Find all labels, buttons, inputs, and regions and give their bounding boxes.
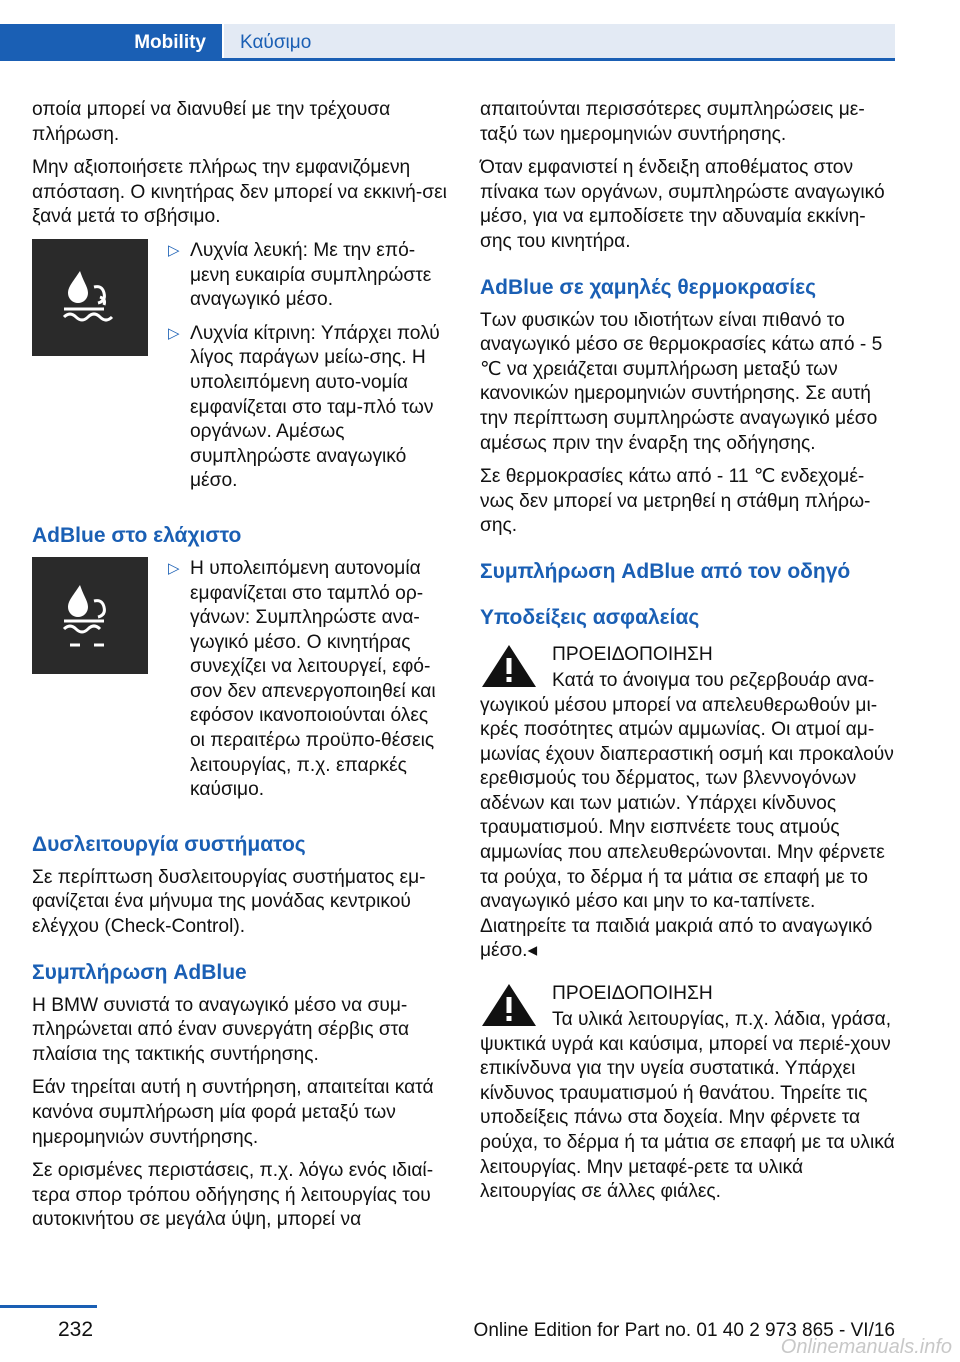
list-item-text: Λυχνία λευκή: Με την επό-μενη ευκαιρία συμπληρώστε αναγωγικό μέσο.	[190, 239, 432, 311]
list-item	[168, 557, 447, 803]
paragraph: Η BMW συνιστά το αναγωγικό μέσο να συμ-πληρώνεται από έναν συνεργάτη σέρβις στα πλαίσια της τακτικής συντήρησης.	[32, 994, 410, 1065]
list-item	[168, 322, 447, 494]
indicator-block	[32, 239, 447, 503]
list-item	[168, 239, 447, 313]
triangle-bullet-icon: ▷	[168, 241, 180, 259]
paragraph: οποία μπορεί να διανυθεί με την τρέχουσα πλήρωση.	[32, 99, 391, 145]
section-subheading: Υποδείξεις ασφαλείας	[480, 605, 700, 629]
warning-label: ΠΡΟΕΙΔΟΠΟΙΗΣΗ	[552, 643, 713, 665]
section-heading: Δυσλειτουργία συστήματος	[32, 832, 306, 856]
section-heading: Συμπλήρωση AdBlue	[32, 960, 247, 984]
paragraph: Εάν τηρείται αυτή η συντήρηση, απαιτείται κατά κανόνα συμπλήρωση μία φορά μεταξύ των ημερομηνιών συντήρησης.	[32, 1077, 434, 1148]
paragraph: απαιτούνται περισσότερες συμπληρώσεις με-ταξύ των ημερομηνιών συντήρησης.	[480, 99, 865, 145]
section-heading: Συμπλήρωση AdBlue από τον οδηγό	[480, 559, 851, 583]
warning-text: Τα υλικά λειτουργίας, π.χ. λάδια, γράσα, ψυκτικά υγρά και καύσιμα, μπορεί να περιέ-χουν επικίνδυνα για την υγεία συστατικά. Υπάρχει κίνδυνος τραυματισμού ή θανάτου. Τηρείτε τις υποδείξεις πάνω στα δοχεία. Μην φέρνετε τα ρούχα, το δέρμα ή τα μάτια σε επαφή με τα υλικά λειτουργίας. Μην μεταφέ-ρετε τα υλικά λειτουργίας σε άλλες φιάλες.	[480, 1009, 895, 1203]
paragraph: Όταν εμφανιστεί η ένδειξη αποθέματος στον πίνακα των οργάνων, συμπληρώστε αναγωγικό μέσο, για να εμποδίσετε την αδυναμία εκκίνη-σης του κινητήρα.	[480, 157, 885, 252]
list-item-text: Λυχνία κίτρινη: Υπάρχει πολύ λίγος παράγων μείω-σης. Η υπολειπόμενη αυτο-νομία εμφανίζεται στο ταμ-πλό των οργάνων. Αμέσως συμπληρώστε αναγωγικό μέσο.	[190, 322, 440, 492]
paragraph: Σε θερμοκρασίες κάτω από - 11 ℃ ενδεχομέ-νως δεν μπορεί να μετρηθεί η στάθμη πλήρω-σης.	[480, 466, 871, 537]
page-number-rule	[0, 1305, 97, 1308]
paragraph: Σε περίπτωση δυσλειτουργίας συστήματος εμ-φανίζεται ένα μήνυμα της μονάδας κεντρικού ελέγχου (Check-Control).	[32, 866, 426, 938]
warning-triangle-icon	[480, 643, 538, 689]
header-divider	[0, 58, 895, 61]
section-heading: AdBlue στο ελάχιστο	[32, 523, 242, 547]
tab-fuel[interactable]: Καύσιμο	[224, 24, 895, 61]
adblue-indicator-icon	[32, 557, 148, 674]
header-tabs	[0, 24, 895, 61]
watermark: Onlinemanuals.info	[780, 1336, 952, 1358]
warning-label: ΠΡΟΕΙΔΟΠΟΙΗΣΗ	[552, 983, 713, 1005]
left-column	[32, 98, 447, 1242]
right-column	[480, 98, 895, 1214]
edition-note: Online Edition for Part no. 01 40 2 973 865 - VI/16	[473, 1320, 895, 1341]
adblue-indicator-icon	[32, 239, 148, 356]
list-item-text: Η υπολειπόμενη αυτονομία εμφανίζεται στο ταμπλό ορ-γάνων: Συμπληρώστε ανα-γωγικό μέσο. Ο κινητήρας συνεχίζει να λειτουργεί, εφό-σον δεν απενεργοποιηθεί και εφόσον ικανοποιούνται όλες οι περαιτέρω προϋπο-θέσεις λειτουργίας, π.χ. επαρκές καύσιμο.	[190, 557, 436, 801]
indicator-block	[32, 557, 447, 812]
triangle-bullet-icon: ▷	[168, 559, 180, 577]
triangle-bullet-icon: ▷	[168, 324, 180, 342]
section-heading: AdBlue σε χαμηλές θερμοκρασίες	[480, 275, 817, 299]
paragraph: Σε ορισμένες περιστάσεις, π.χ. λόγω ενός ιδιαί-τερα σπορ τρόπου οδήγησης ή λειτουργίας του αυτοκινήτου σε μεγάλα ύψη, μπορεί να	[32, 1160, 434, 1231]
paragraph: Των φυσικών του ιδιοτήτων είναι πιθανό το αναγωγικό μέσο σε θερμοκρασίες κάτω από - 5 ℃ να χρειάζεται συμπλήρωση μεταξύ των κανονικών ημερομηνιών συντήρησης. Σε αυτή την περίπτωση συμπληρώστε αναγωγικό μέσο αμέσως πριν την έναρξη της οδήγησης.	[480, 309, 883, 454]
tab-mobility[interactable]: Mobility	[0, 24, 222, 61]
paragraph: Μην αξιοποιήσετε πλήρως την εμφανιζόμενη απόσταση. Ο κινητήρας δεν μπορεί να εκκινή-σει ξανά μετά το σβήσιμο.	[32, 157, 447, 228]
warning-text: Κατά το άνοιγμα του ρεζερβουάρ ανα-γωγικού μέσου μπορεί να απελευθερωθούν μι-κρές ποσότητες ατμών αμμωνίας. Οι ατμοί αμ-μωνίας έχουν διαπεραστική οσμή και προκαλούν ερεθισμούς του δέρματος, των βλεννογόνων αδένων και των ματιών. Υπάρχει κίνδυνος τραυματισμού. Μην εισπνέετε τους ατμούς αμμωνίας που απελευθερώνονται. Μην φέρνετε τα ρούχα, το δέρμα ή τα μάτια σε επαφή με το αναγωγικό μέσο και μην το κα-ταπίνετε. Διατηρείτε τα παιδιά μακριά από το αναγωγικό μέσο.◂	[480, 669, 894, 962]
page-number: 232	[58, 1318, 94, 1341]
warning-triangle-icon	[480, 982, 538, 1028]
